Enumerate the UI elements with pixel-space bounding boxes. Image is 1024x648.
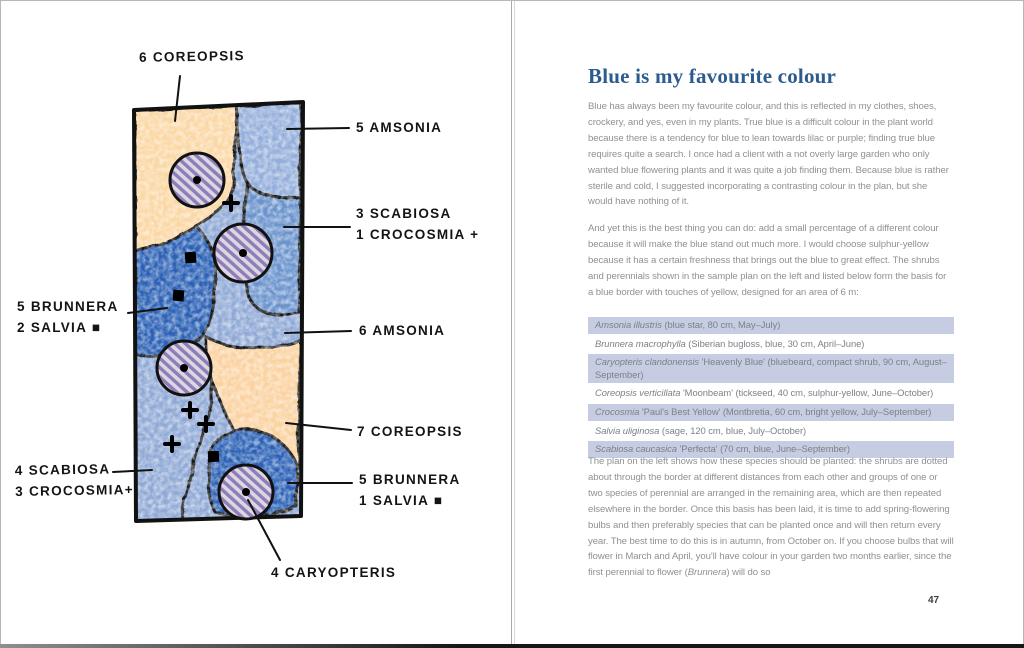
plan-label-text: 1 SALVIA ■ [359,493,444,508]
plan-label-text: 7 COREOPSIS [357,424,463,439]
crayon-texture [125,95,315,530]
plant-details: (Siberian bugloss, blue, 30 cm, April–June) [685,337,865,349]
plant-species: Crocosmia [595,405,640,417]
plant-species: Salvia uliginosa [595,424,660,436]
page-title: Blue is my favourite colour [588,64,837,88]
plant-details: 'Paul's Best Yellow' (Montbretia, 60 cm, bright yellow, July–September) [639,405,932,417]
plant-row-crocosmia [588,404,954,421]
plan-label-text: 5 AMSONIA [356,120,443,135]
plant-species: Coreopsis verticillata [595,387,681,399]
photo-bottom-edge [0,644,1024,648]
page-gutter-line-2 [514,0,515,644]
plant-details: (sage, 120 cm, blue, July–October) [659,424,807,436]
plan-label-text: 4 SCABIOSA [14,461,111,479]
plan-label-text: 1 CROCOSMIA + [356,227,480,242]
plant-list [588,317,954,460]
plant-details: 'Heavenly Blue' (bluebeard, compact shrub, 90 cm, August–September) [595,356,947,380]
plan-label-coreopsis-7 [357,421,463,442]
page-gutter-line [511,0,512,644]
plan-label-text: 6 AMSONIA [359,323,446,338]
plan-label-text: 3 SCABIOSA [356,206,452,221]
plan-label-text: 6 COREOPSIS [138,48,245,65]
plan-label-text: 4 CARYOPTERIS [271,565,397,580]
plan-label-scabiosa-4 [15,458,134,502]
plant-species: Scabiosa caucasica [595,443,677,455]
plan-label-text: 5 BRUNNERA [17,299,119,314]
paragraph-2: And yet this is the best thing you can do: add a small percentage of a different colour because it will make the blue stand out much more. I would choose sulphur-yellow because it has a certain freshness that brings out the blue to great effect. The shrubs and perennials shown in the sample plan on the left and listed below form the basis for a blue border with touches of yellow, designed for an area of 6 m: [588,223,947,298]
paragraph-3-end: ) will do so [726,567,771,579]
plan-label-brunnera-5b [359,469,461,511]
plan-label-text: 2 SALVIA ■ [17,320,102,335]
plant-details: 'Perfecta' (70 cm, blue, June–September) [676,443,850,455]
plan-label-text: 5 BRUNNERA [359,472,461,487]
plan-label-amsonia-6 [359,320,445,341]
plant-row-brunnera [588,336,954,353]
plant-row-coreopsis [588,385,954,402]
plan-label-amsonia-5 [356,117,442,138]
plan-label-caryopteris-4 [271,562,396,583]
plant-row-amsonia [588,317,954,334]
plan-label-scabiosa-3 [356,203,479,245]
page-number: 47 [928,595,940,606]
plant-row-salvia [588,423,954,440]
plant-details: (blue star, 80 cm, May–July) [661,319,781,330]
plan-label-coreopsis-6 [139,45,245,68]
plant-details: 'Moonbeam' (tickseed, 40 cm, sulphur-yellow, June–October) [680,387,934,399]
plant-species: Caryopteris clandonensis [595,356,700,368]
plant-species: Amsonia illustris [595,319,662,330]
paragraph-3 [588,454,954,581]
plant-species: Brunnera macrophylla [595,337,686,349]
paragraph-3-italic: Brunnera [687,567,727,579]
plan-label-brunnera-5a [17,296,119,338]
paragraph-1: Blue has always been my favourite colour, and this is reflected in my clothes, shoes, crockery, and yes, even in my plants. True blue is a difficult colour in the plant world because there is a tendency for blue to lean towards lilac or purple; finding true blue requires quite a search. I once had a client with a not overly large garden who only wanted blue flowering plants and it was quite a job finding them. Because blue is rather sterile and cold, I suggested incorporating a contrasting colour in the plan, but she would have nothing of it. [588,101,949,208]
paragraph-3-text: The plan on the left shows how these species should be planted: the shrubs are dotted about through the border at different distances from each other and groups of one or two species of perennial are arranged in the remaining area, which are then repeated elsewhere in the border. Once this basis has been laid, it is time to add spring-flowering bulbs and then preferably species that can be planted once and will then return every year. The best time to do this is in autumn, from October on. If you choose bulbs that will flower in March and April, you'll have colour in your garden two months earlier, since the first perennial to flower ( [588,456,954,579]
plan-label-text: 3 CROCOSMIA+ [15,481,135,500]
plant-row-caryopteris [588,354,954,383]
